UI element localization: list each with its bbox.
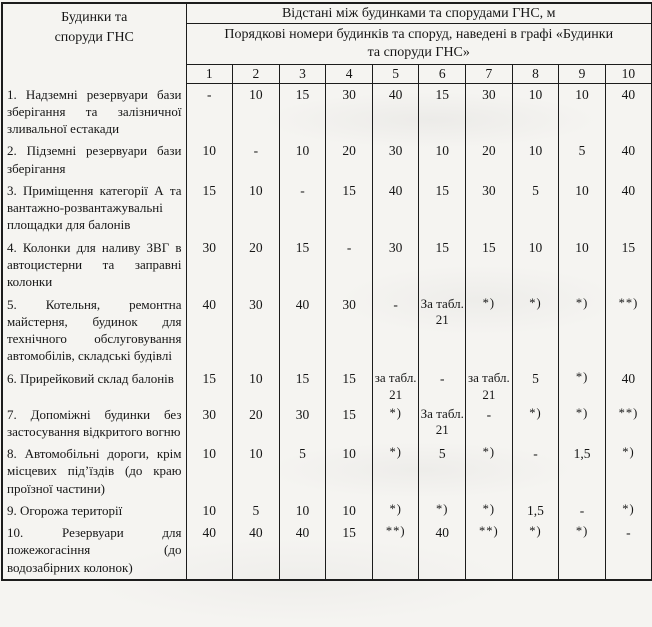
table-body	[2, 84, 652, 581]
distance-value: 5	[512, 368, 559, 404]
table-row	[2, 294, 652, 368]
distance-value: 1,5	[512, 500, 559, 522]
distance-value: 30	[466, 180, 513, 237]
distance-value: 15	[279, 84, 326, 141]
distance-value: *)	[419, 500, 466, 522]
distance-value: 40	[372, 84, 419, 141]
distance-value: 5	[279, 443, 326, 500]
distance-value: -	[605, 522, 652, 580]
distance-value: 40	[233, 522, 280, 580]
column-number: 3	[279, 65, 326, 84]
row-label: 5. Котельня, ремонтна майстерня, будинок для технічного обслуговування автомобілів, складські будівлі	[2, 294, 186, 368]
distance-value: *)	[372, 404, 419, 444]
distance-value: 40	[605, 180, 652, 237]
distance-value: -	[279, 180, 326, 237]
distances-table	[1, 2, 652, 581]
row-label: 6. Прирейковий склад балонів	[2, 368, 186, 404]
distance-value: 20	[326, 140, 373, 180]
column-number: 10	[605, 65, 652, 84]
distance-value: 30	[186, 404, 233, 444]
distance-value: 5	[512, 180, 559, 237]
distance-value: 10	[559, 237, 606, 294]
row-label: 7. Допоміжні будинки без застосування відкритого вогню	[2, 404, 186, 444]
distance-value: 30	[372, 237, 419, 294]
table-row	[2, 522, 652, 580]
distance-value: 40	[186, 522, 233, 580]
table-row	[2, 443, 652, 500]
distance-value: -	[419, 368, 466, 404]
distance-value: 20	[233, 237, 280, 294]
distance-value: 15	[186, 368, 233, 404]
distance-value: 20	[233, 404, 280, 444]
table-row	[2, 180, 652, 237]
distance-value: 10	[512, 237, 559, 294]
distance-value: 10	[326, 500, 373, 522]
distance-value: 30	[372, 140, 419, 180]
column-number: 9	[559, 65, 606, 84]
distance-value: 40	[279, 294, 326, 368]
row-label: 8. Автомобільні дороги, крім місцевих під’їздів (до краю проїзної частини)	[2, 443, 186, 500]
distance-value: 40	[605, 140, 652, 180]
table-row	[2, 237, 652, 294]
distance-value: 40	[419, 522, 466, 580]
distance-value: **)	[605, 294, 652, 368]
column-number: 5	[372, 65, 419, 84]
row-label: 3. Приміщення категорії А та вантажно-розвантажувальні площадки для балонів	[2, 180, 186, 237]
column-number: 4	[326, 65, 373, 84]
distance-value: *)	[512, 294, 559, 368]
distance-value: 15	[326, 522, 373, 580]
distance-value: 15	[326, 368, 373, 404]
distance-value: 10	[186, 500, 233, 522]
distance-value: *)	[466, 294, 513, 368]
distance-value: 30	[326, 294, 373, 368]
table-row	[2, 368, 652, 404]
row-label: 1. Надземні резервуари бази зберігання та залізничної зливальної естакади	[2, 84, 186, 141]
distance-value: 10	[233, 180, 280, 237]
distance-value: За табл. 21	[419, 404, 466, 444]
distance-value: *)	[559, 294, 606, 368]
distance-value: 40	[605, 84, 652, 141]
distance-value: -	[559, 500, 606, 522]
table-header	[2, 3, 652, 84]
row-label: 2. Підземні резервуари бази зберігання	[2, 140, 186, 180]
distance-value: 10	[559, 180, 606, 237]
distance-value: 5	[233, 500, 280, 522]
distance-value: -	[512, 443, 559, 500]
distance-value: *)	[466, 500, 513, 522]
corner-header-text: Будинки та споруди ГНС	[54, 10, 134, 46]
distance-value: -	[326, 237, 373, 294]
row-label: 4. Колонки для наливу ЗВГ в автоцистерни та заправні колонки	[2, 237, 186, 294]
distance-value: 15	[419, 180, 466, 237]
distance-value: 1,5	[559, 443, 606, 500]
distance-value: *)	[559, 368, 606, 404]
distance-value: за табл. 21	[466, 368, 513, 404]
distance-value: 40	[279, 522, 326, 580]
distance-value: 10	[559, 84, 606, 141]
distance-value: 30	[233, 294, 280, 368]
table-row	[2, 140, 652, 180]
distance-value: 15	[419, 84, 466, 141]
distance-value: 15	[326, 404, 373, 444]
distance-value: **)	[466, 522, 513, 580]
column-number: 1	[186, 65, 233, 84]
table-row	[2, 84, 652, 141]
distance-value: 30	[466, 84, 513, 141]
distance-value: за табл. 21	[372, 368, 419, 404]
distance-value: *)	[605, 500, 652, 522]
distance-value: 10	[233, 443, 280, 500]
distance-value: 10	[279, 500, 326, 522]
distance-value: 10	[233, 368, 280, 404]
distance-value: 10	[419, 140, 466, 180]
distance-value: *)	[559, 404, 606, 444]
distance-value: 15	[279, 368, 326, 404]
distance-value: 10	[279, 140, 326, 180]
distance-value: 15	[186, 180, 233, 237]
distance-value: 15	[326, 180, 373, 237]
distance-value: 10	[326, 443, 373, 500]
distance-value: 5	[559, 140, 606, 180]
row-label: 9. Огорожа території	[2, 500, 186, 522]
distance-value: За табл. 21	[419, 294, 466, 368]
distance-value: -	[186, 84, 233, 141]
distance-value: 15	[419, 237, 466, 294]
distance-value: 5	[419, 443, 466, 500]
distance-value: *)	[559, 522, 606, 580]
distance-value: **)	[372, 522, 419, 580]
column-number: 8	[512, 65, 559, 84]
distance-value: 10	[186, 443, 233, 500]
distance-value: 40	[605, 368, 652, 404]
corner-header	[2, 3, 186, 84]
distance-value: -	[372, 294, 419, 368]
distance-value: 20	[466, 140, 513, 180]
distance-value: 15	[466, 237, 513, 294]
distance-value: 10	[512, 84, 559, 141]
distance-value: 40	[186, 294, 233, 368]
distance-value: 15	[605, 237, 652, 294]
row-label: 10. Резервуари для пожежогасіння (до водозабірних колонок)	[2, 522, 186, 580]
top-header: Відстані між будинками та спорудами ГНС, м	[186, 3, 652, 24]
table-row	[2, 404, 652, 444]
column-number: 2	[233, 65, 280, 84]
distance-value: *)	[512, 404, 559, 444]
distance-value: 40	[372, 180, 419, 237]
distance-value: *)	[466, 443, 513, 500]
distance-value: 30	[186, 237, 233, 294]
distance-value: 10	[512, 140, 559, 180]
distance-value: *)	[372, 443, 419, 500]
distance-value: *)	[512, 522, 559, 580]
distance-value: -	[233, 140, 280, 180]
sub-header: Порядкові номери будинків та споруд, наведені в графі «Будинки та споруди ГНС»	[186, 24, 652, 65]
distance-value: 10	[233, 84, 280, 141]
table-row	[2, 500, 652, 522]
distance-value: 15	[279, 237, 326, 294]
distance-value: 10	[186, 140, 233, 180]
distance-value: **)	[605, 404, 652, 444]
distance-value: 30	[279, 404, 326, 444]
column-number: 6	[419, 65, 466, 84]
distance-value: -	[466, 404, 513, 444]
column-number: 7	[466, 65, 513, 84]
distance-value: 30	[326, 84, 373, 141]
distance-value: *)	[605, 443, 652, 500]
distance-value: *)	[372, 500, 419, 522]
